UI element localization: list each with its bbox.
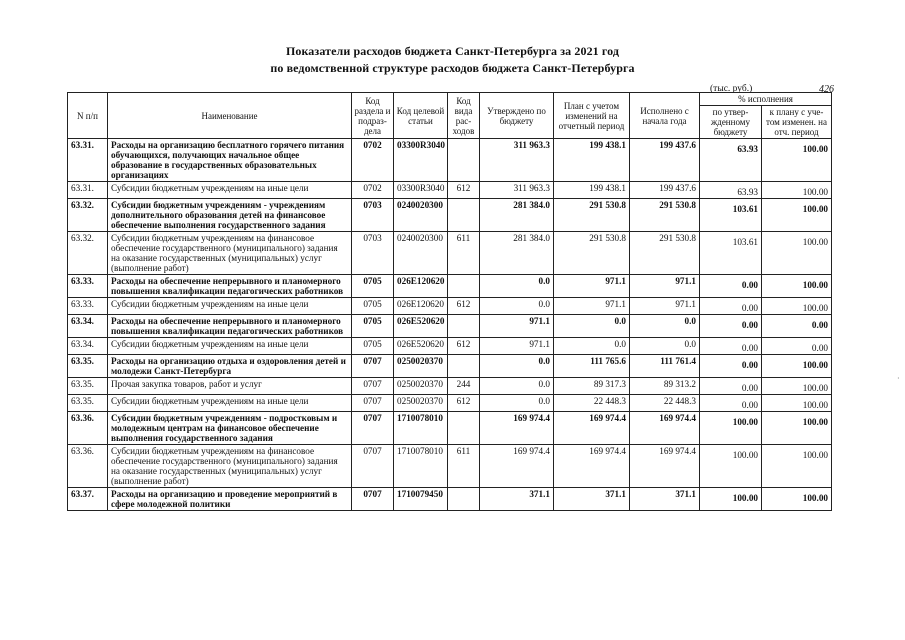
cell-pct-approved: 100.00 — [700, 412, 762, 445]
cell-section: 0705 — [352, 298, 394, 315]
cell-target: 0250020370 — [394, 395, 448, 412]
cell-target: 03300R3040 — [394, 139, 448, 182]
cell-target: 03300R3040 — [394, 182, 448, 199]
cell-approved: 311 963.3 — [480, 182, 554, 199]
cell-pct-plan: 100.00 — [762, 355, 832, 378]
cell-approved: 281 384.0 — [480, 232, 554, 275]
cell-name: Расходы на организацию отдыха и оздоровления детей и молодежи Санкт-Петербурга — [108, 355, 352, 378]
cell-num: 63.33. — [68, 275, 108, 298]
cell-executed: 291 530.8 — [630, 199, 700, 232]
cell-pct-plan: 100.00 — [762, 275, 832, 298]
cell-target: 1710079450 — [394, 488, 448, 511]
cell-type — [448, 275, 480, 298]
cell-section: 0707 — [352, 445, 394, 488]
cell-name: Субсидии бюджетным учреждениям на иные цели — [108, 395, 352, 412]
cell-target: 026E120620 — [394, 298, 448, 315]
table-row — [68, 315, 832, 338]
cell-section: 0705 — [352, 338, 394, 355]
cell-pct-approved: 0.00 — [700, 378, 762, 395]
cell-pct-approved: 0.00 — [700, 355, 762, 378]
cell-num: 63.31. — [68, 139, 108, 182]
cell-executed: 199 437.6 — [630, 139, 700, 182]
cell-num: 63.35. — [68, 378, 108, 395]
cell-name: Субсидии бюджетным учреждениям - учреждениям дополнительного образования детей на финансовое обеспечение выполнения государственного задания — [108, 199, 352, 232]
cell-type — [448, 139, 480, 182]
cell-target: 1710078010 — [394, 412, 448, 445]
cell-type: 612 — [448, 338, 480, 355]
cell-plan: 971.1 — [554, 298, 630, 315]
table-row — [68, 412, 832, 445]
cell-target: 026E120620 — [394, 275, 448, 298]
cell-pct-approved: 0.00 — [700, 275, 762, 298]
cell-executed: 22 448.3 — [630, 395, 700, 412]
col-name-header: Наименование — [108, 93, 352, 139]
cell-name: Расходы на организацию бесплатного горячего питания обучающихся, получающих начальное общее образование в государственных образовательных организациях — [108, 139, 352, 182]
cell-num: 63.32. — [68, 199, 108, 232]
cell-section: 0707 — [352, 412, 394, 445]
cell-plan: 169 974.4 — [554, 445, 630, 488]
cell-approved: 371.1 — [480, 488, 554, 511]
cell-pct-approved: 0.00 — [700, 338, 762, 355]
cell-type — [448, 488, 480, 511]
col-type-header: Код вида рас-ходов — [448, 93, 480, 139]
cell-pct-plan: 0.00 — [762, 338, 832, 355]
cell-name: Субсидии бюджетным учреждениям на финансовое обеспечение государственного (муниципального) задания на оказание государственных (муниципальных) услуг (выполнение работ) — [108, 232, 352, 275]
cell-plan: 199 438.1 — [554, 182, 630, 199]
cell-target: 0250020370 — [394, 355, 448, 378]
table-header — [68, 93, 832, 139]
cell-target: 0240020300 — [394, 199, 448, 232]
col-pct-approved-header: по утвер-жденному бюджету — [700, 106, 762, 139]
cell-section: 0703 — [352, 232, 394, 275]
cell-num: 63.35. — [68, 395, 108, 412]
table-row — [68, 232, 832, 275]
cell-approved: 311 963.3 — [480, 139, 554, 182]
cell-name: Субсидии бюджетным учреждениям на иные цели — [108, 298, 352, 315]
cell-approved: 169 974.4 — [480, 412, 554, 445]
cell-section: 0702 — [352, 182, 394, 199]
cell-num: 63.34. — [68, 338, 108, 355]
cell-approved: 0.0 — [480, 395, 554, 412]
report-title: Показатели расходов бюджета Санкт-Петербурга за 2021 год — [285, 44, 620, 58]
cell-type: 612 — [448, 298, 480, 315]
cell-pct-approved: 100.00 — [700, 488, 762, 511]
cell-target: 0250020370 — [394, 378, 448, 395]
cell-pct-approved: 0.00 — [700, 395, 762, 412]
cell-executed: 0.0 — [630, 315, 700, 338]
col-executed-header: Исполнено с начала года — [630, 93, 700, 139]
cell-num: 63.31. — [68, 182, 108, 199]
cell-type — [448, 315, 480, 338]
table-row — [68, 355, 832, 378]
table-row — [68, 298, 832, 315]
cell-pct-approved: 100.00 — [700, 445, 762, 488]
cell-pct-plan: 100.00 — [762, 182, 832, 199]
table-row — [68, 182, 832, 199]
cell-executed: 291 530.8 — [630, 232, 700, 275]
cell-type: 611 — [448, 445, 480, 488]
table-row — [68, 199, 832, 232]
cell-type: 612 — [448, 182, 480, 199]
cell-approved: 0.0 — [480, 355, 554, 378]
cell-pct-approved: 0.00 — [700, 315, 762, 338]
page-number: 426 — [819, 84, 834, 95]
cell-approved: 169 974.4 — [480, 445, 554, 488]
cell-target: 0240020300 — [394, 232, 448, 275]
cell-num: 63.36. — [68, 412, 108, 445]
cell-approved: 971.1 — [480, 338, 554, 355]
cell-pct-approved: 103.61 — [700, 199, 762, 232]
cell-name: Расходы на обеспечение непрерывного и планомерного повышения квалификации педагогических работников — [108, 315, 352, 338]
cell-approved: 0.0 — [480, 275, 554, 298]
table-row — [68, 275, 832, 298]
cell-plan: 0.0 — [554, 315, 630, 338]
margin-mark: · — [897, 374, 900, 383]
cell-section: 0703 — [352, 199, 394, 232]
table-row — [68, 395, 832, 412]
cell-section: 0707 — [352, 378, 394, 395]
cell-approved: 0.0 — [480, 378, 554, 395]
cell-num: 63.37. — [68, 488, 108, 511]
cell-name: Субсидии бюджетным учреждениям на иные цели — [108, 338, 352, 355]
cell-pct-plan: 100.00 — [762, 232, 832, 275]
cell-plan: 291 530.8 — [554, 199, 630, 232]
cell-target: 1710078010 — [394, 445, 448, 488]
col-num-header: N п/п — [68, 93, 108, 139]
cell-executed: 971.1 — [630, 275, 700, 298]
cell-num: 63.36. — [68, 445, 108, 488]
cell-pct-approved: 0.00 — [700, 298, 762, 315]
cell-pct-approved: 103.61 — [700, 232, 762, 275]
cell-plan: 169 974.4 — [554, 412, 630, 445]
cell-num: 63.33. — [68, 298, 108, 315]
cell-pct-plan: 0.00 — [762, 315, 832, 338]
cell-pct-plan: 100.00 — [762, 378, 832, 395]
cell-pct-plan: 100.00 — [762, 395, 832, 412]
cell-plan: 371.1 — [554, 488, 630, 511]
cell-section: 0707 — [352, 395, 394, 412]
cell-plan: 89 317.3 — [554, 378, 630, 395]
cell-pct-plan: 100.00 — [762, 298, 832, 315]
table-row — [68, 488, 832, 511]
cell-pct-plan: 100.00 — [762, 199, 832, 232]
cell-executed: 169 974.4 — [630, 412, 700, 445]
table-body — [68, 139, 832, 511]
expenditure-table — [67, 92, 832, 511]
table-row — [68, 139, 832, 182]
cell-pct-plan: 100.00 — [762, 412, 832, 445]
col-section-header: Код раздела и подраз-дела — [352, 93, 394, 139]
cell-plan: 111 765.6 — [554, 355, 630, 378]
cell-plan: 291 530.8 — [554, 232, 630, 275]
cell-num: 63.32. — [68, 232, 108, 275]
cell-type — [448, 199, 480, 232]
cell-section: 0705 — [352, 315, 394, 338]
cell-num: 63.34. — [68, 315, 108, 338]
cell-pct-approved: 63.93 — [700, 182, 762, 199]
report-subtitle: по ведомственной структуре расходов бюджета Санкт-Петербурга — [270, 61, 635, 75]
cell-executed: 0.0 — [630, 338, 700, 355]
table-row — [68, 338, 832, 355]
cell-name: Расходы на организацию и проведение мероприятий в сфере молодежной политики — [108, 488, 352, 511]
cell-plan: 22 448.3 — [554, 395, 630, 412]
cell-executed: 111 761.4 — [630, 355, 700, 378]
cell-approved: 971.1 — [480, 315, 554, 338]
cell-name: Прочая закупка товаров, работ и услуг — [108, 378, 352, 395]
col-pct-plan-header: к плану с уче-том изменен. на отч. период — [762, 106, 832, 139]
cell-executed: 371.1 — [630, 488, 700, 511]
col-target-header: Код целевой статьи — [394, 93, 448, 139]
cell-target: 026E520620 — [394, 338, 448, 355]
cell-plan: 199 438.1 — [554, 139, 630, 182]
col-approved-header: Утверждено по бюджету — [480, 93, 554, 139]
cell-executed: 199 437.6 — [630, 182, 700, 199]
col-pct-group-header: % исполнения — [700, 93, 832, 106]
cell-section: 0707 — [352, 488, 394, 511]
cell-type — [448, 355, 480, 378]
cell-name: Расходы на обеспечение непрерывного и планомерного повышения квалификации педагогических работников — [108, 275, 352, 298]
cell-executed: 169 974.4 — [630, 445, 700, 488]
cell-type — [448, 412, 480, 445]
cell-name: Субсидии бюджетным учреждениям - подростковым и молодежным центрам на финансовое обеспечение выполнения государственного задания — [108, 412, 352, 445]
units-label: (тыс. руб.) — [710, 84, 753, 94]
col-plan-header: План с учетом изменений на отчетный период — [554, 93, 630, 139]
cell-target: 026E520620 — [394, 315, 448, 338]
cell-pct-plan: 100.00 — [762, 139, 832, 182]
cell-pct-plan: 100.00 — [762, 445, 832, 488]
cell-pct-approved: 63.93 — [700, 139, 762, 182]
cell-name: Субсидии бюджетным учреждениям на иные цели — [108, 182, 352, 199]
cell-section: 0702 — [352, 139, 394, 182]
cell-type: 244 — [448, 378, 480, 395]
cell-plan: 0.0 — [554, 338, 630, 355]
cell-section: 0707 — [352, 355, 394, 378]
cell-num: 63.35. — [68, 355, 108, 378]
cell-approved: 281 384.0 — [480, 199, 554, 232]
cell-executed: 971.1 — [630, 298, 700, 315]
table-row — [68, 378, 832, 395]
cell-approved: 0.0 — [480, 298, 554, 315]
table-row — [68, 445, 832, 488]
cell-plan: 971.1 — [554, 275, 630, 298]
cell-name: Субсидии бюджетным учреждениям на финансовое обеспечение государственного (муниципального) задания на оказание государственных (муниципальных) услуг (выполнение работ) — [108, 445, 352, 488]
cell-executed: 89 313.2 — [630, 378, 700, 395]
cell-type: 612 — [448, 395, 480, 412]
cell-type: 611 — [448, 232, 480, 275]
cell-pct-plan: 100.00 — [762, 488, 832, 511]
cell-section: 0705 — [352, 275, 394, 298]
